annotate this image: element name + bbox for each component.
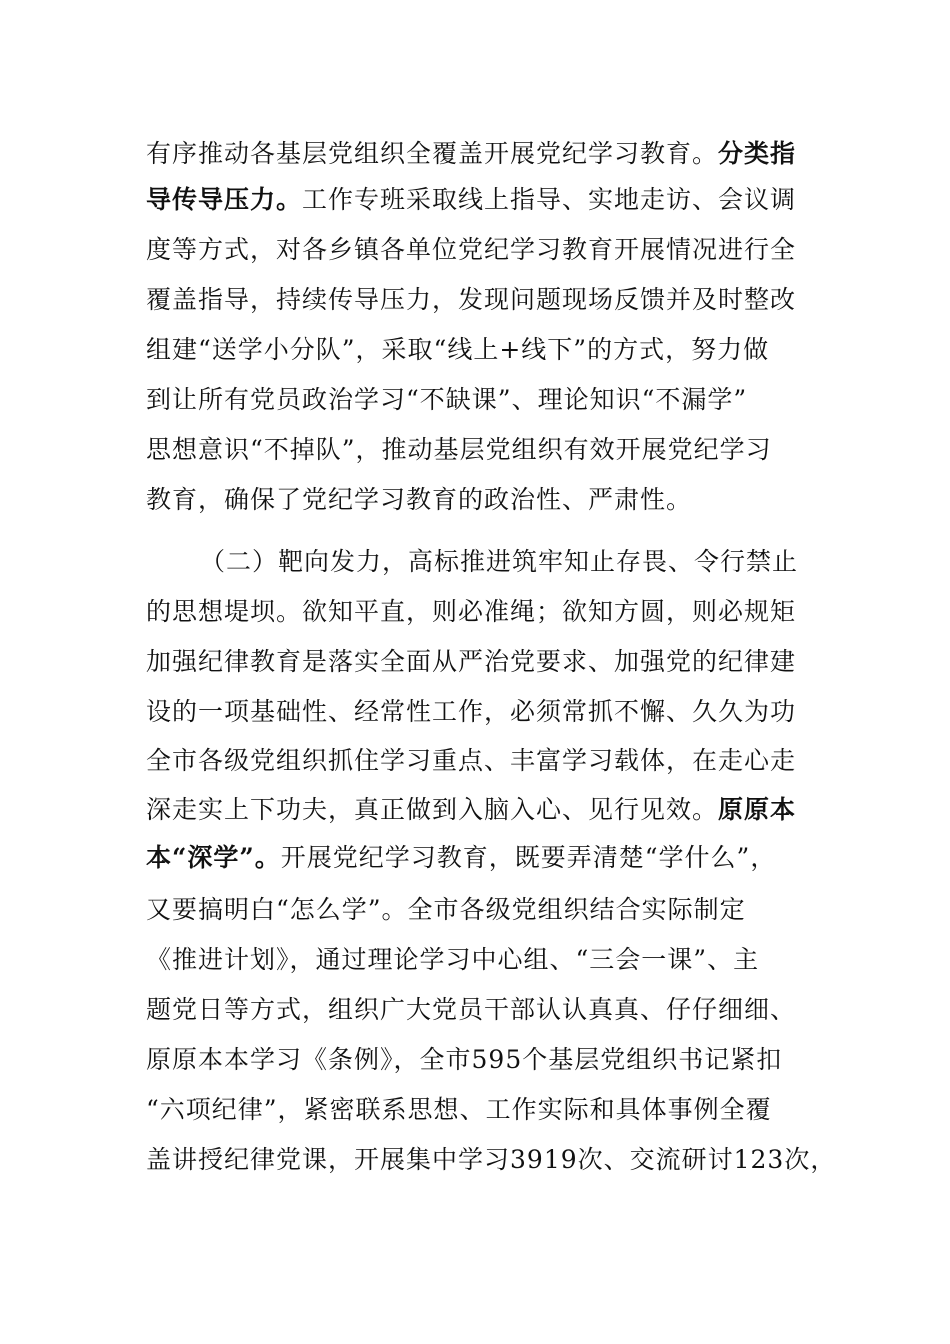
text-run: 覆盖指导，持续传导压力，发现问题现场反馈并及时整改 xyxy=(146,285,797,314)
text-run: 工作专班采取线上指导、实地走访、会议调 xyxy=(302,185,797,214)
text-line xyxy=(146,180,836,220)
text-line xyxy=(146,430,836,470)
text-run: 全市各级党组织抓住学习重点、丰富学习载体，在走心走 xyxy=(146,746,797,775)
text-run: 深走实上下功夫，真正做到入脑入心、见行见效。 xyxy=(146,795,719,824)
text-run: 组建“送学小分队”，采取“线上+线下”的方式，努力做 xyxy=(146,335,770,364)
text-run: 开展党纪学习教育，既要弄清楚“学什么”， xyxy=(280,843,777,872)
text-line xyxy=(146,940,836,980)
text-run: 度等方式，对各乡镇各单位党纪学习教育开展情况进行全 xyxy=(146,235,797,264)
text-run: 原原本本学习《条例》，全市595个基层党组织书记紧扣 xyxy=(146,1045,783,1074)
text-run: 《推进计划》，通过理论学习中心组、“三会一课”、主 xyxy=(146,945,760,974)
bold-heading-run: 导传导压力。 xyxy=(146,185,303,214)
text-line xyxy=(146,838,836,878)
text-line xyxy=(146,741,836,781)
text-run: 的思想堤坝。欲知平直，则必准绳；欲知方圆，则必规矩 xyxy=(146,597,797,626)
text-line xyxy=(146,592,836,632)
text-run: 到让所有党员政治学习“不缺课”、理论知识“不漏学” xyxy=(146,385,748,414)
text-line xyxy=(146,642,836,682)
text-line xyxy=(146,1090,836,1130)
text-line xyxy=(146,380,836,420)
text-line xyxy=(146,790,836,830)
text-run: 盖讲授纪律党课，开展集中学习3919次、交流研讨123次， xyxy=(146,1145,837,1174)
text-run: 加强纪律教育是落实全面从严治党要求、加强党的纪律建 xyxy=(146,647,797,676)
text-run: 教育，确保了党纪学习教育的政治性、严肃性。 xyxy=(146,485,693,514)
text-run: （二）靶向发力，高标推进筑牢知止存畏、令行禁止 xyxy=(200,547,799,576)
text-run: 设的一项基础性、经常性工作，必须常抓不懈、久久为功 xyxy=(146,697,797,726)
paragraph-heading-line xyxy=(200,542,840,582)
bold-heading-run: 原原本 xyxy=(718,795,797,824)
bold-heading-run: 本“深学”。 xyxy=(146,843,281,872)
bold-heading-run: 分类指 xyxy=(718,139,797,168)
text-run: 又要搞明白“怎么学”。全市各级党组织结合实际制定 xyxy=(146,895,746,924)
text-line xyxy=(146,480,836,520)
text-line xyxy=(146,230,836,270)
text-run: 题党日等方式，组织广大党员干部认认真真、仔仔细细、 xyxy=(146,995,797,1024)
text-run: 有序推动各基层党组织全覆盖开展党纪学习教育。 xyxy=(146,139,719,168)
text-line xyxy=(146,1040,836,1080)
text-line xyxy=(146,890,836,930)
text-line xyxy=(146,134,836,174)
text-run: “六项纪律”，紧密联系思想、工作实际和具体事例全覆 xyxy=(146,1095,772,1124)
text-line xyxy=(146,692,836,732)
text-line xyxy=(146,1140,836,1180)
text-line xyxy=(146,280,836,320)
text-run: 思想意识“不掉队”，推动基层党组织有效开展党纪学习 xyxy=(146,435,772,464)
text-line xyxy=(146,330,836,370)
text-line xyxy=(146,990,836,1030)
